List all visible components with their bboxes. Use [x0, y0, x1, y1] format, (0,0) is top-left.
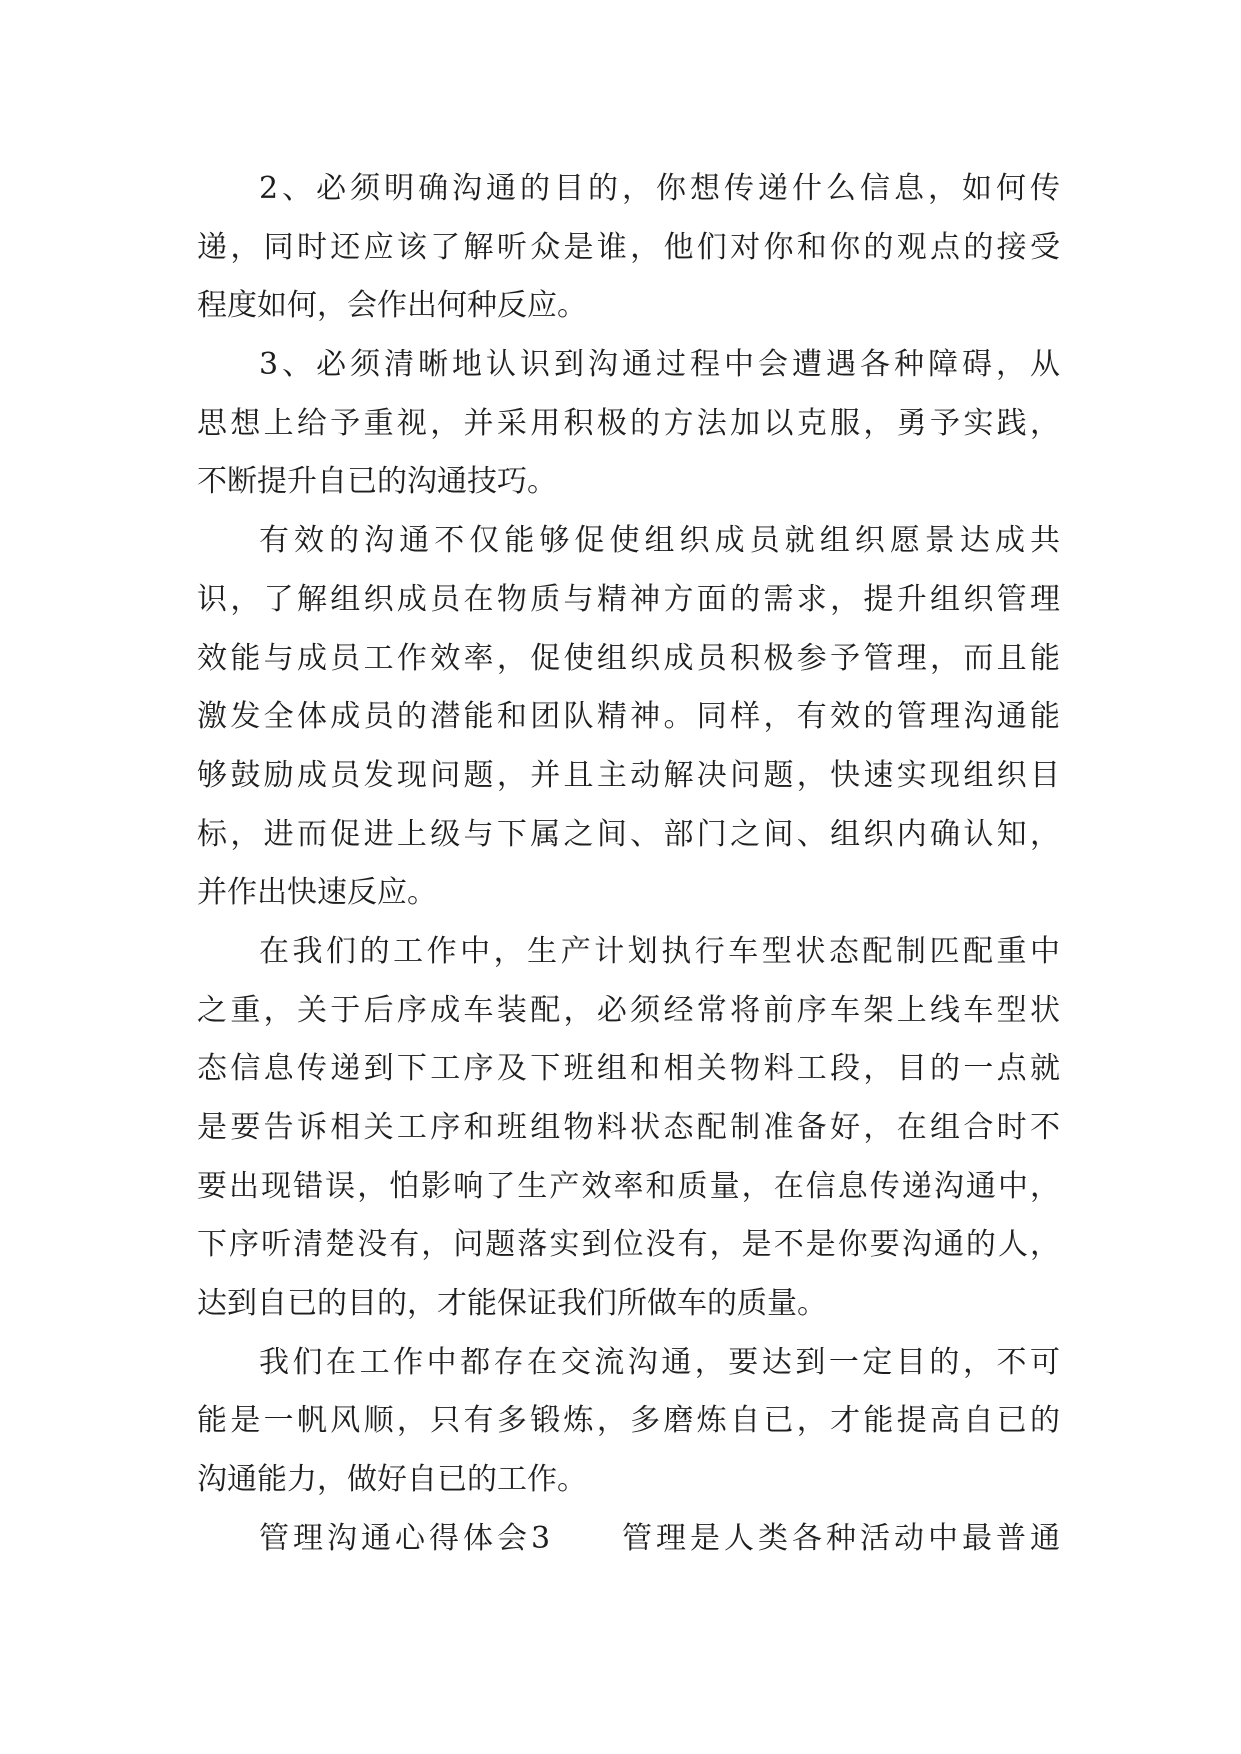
text-line: 沟通能力，做好自已的工作。 — [197, 1462, 587, 1498]
paragraph-2 — [197, 336, 1060, 512]
text-line: 管理沟通心得体会3 管理是人类各种活动中最普通 — [259, 1520, 1060, 1556]
paragraph-5 — [197, 1334, 1060, 1510]
paragraph-1 — [197, 160, 1060, 336]
text-line: 程度如何，会作出何种反应。 — [197, 288, 587, 324]
text-line: 之重，关于后序成车装配，必须经常将前序车架上线车型状 — [197, 992, 1060, 1028]
text-line: 有效的沟通不仅能够促使组织成员就组织愿景达成共 — [259, 523, 1060, 559]
text-line: 识，了解组织成员在物质与精神方面的需求，提升组织管理 — [197, 581, 1060, 617]
text-line: 思想上给予重视，并采用积极的方法加以克服，勇予实践， — [197, 405, 1060, 441]
text-line: 标，进而促进上级与下属之间、部门之间、组织内确认知， — [197, 816, 1060, 852]
text-line: 不断提升自已的沟通技巧。 — [197, 464, 557, 500]
paragraph-6 — [197, 1510, 1060, 1569]
text-line: 3、必须清晰地认识到沟通过程中会遭遇各种障碍，从 — [259, 347, 1060, 383]
text-line: 激发全体成员的潜能和团队精神。同样，有效的管理沟通能 — [197, 699, 1060, 735]
text-line: 能是一帆风顺，只有多锻炼，多磨炼自已，才能提高自已的 — [197, 1403, 1060, 1439]
text-line: 并作出快速反应。 — [197, 875, 437, 911]
text-line: 递，同时还应该了解听众是谁，他们对你和你的观点的接受 — [197, 229, 1060, 265]
text-line: 效能与成员工作效率，促使组织成员积极参予管理，而且能 — [197, 640, 1060, 676]
text-line: 态信息传递到下工序及下班组和相关物料工段，目的一点就 — [197, 1051, 1060, 1087]
paragraph-4 — [197, 923, 1060, 1334]
text-line: 够鼓励成员发现问题，并且主动解决问题，快速实现组织目 — [197, 757, 1060, 793]
text-line: 是要告诉相关工序和班组物料状态配制准备好，在组合时不 — [197, 1110, 1060, 1145]
paragraph-3 — [197, 512, 1060, 923]
text-line: 2、必须明确沟通的目的，你想传递什么信息，如何传 — [259, 171, 1060, 206]
text-line: 要出现错误，怕影响了生产效率和质量，在信息传递沟通中， — [197, 1168, 1060, 1204]
text-line: 在我们的工作中，生产计划执行车型状态配制匹配重中 — [259, 933, 1060, 969]
text-line: 下序听清楚没有，问题落实到位没有，是不是你要沟通的人， — [197, 1227, 1060, 1263]
text-line: 达到自已的目的，才能保证我们所做车的质量。 — [197, 1286, 827, 1322]
text-line: 我们在工作中都存在交流沟通，要达到一定目的，不可 — [259, 1344, 1060, 1380]
